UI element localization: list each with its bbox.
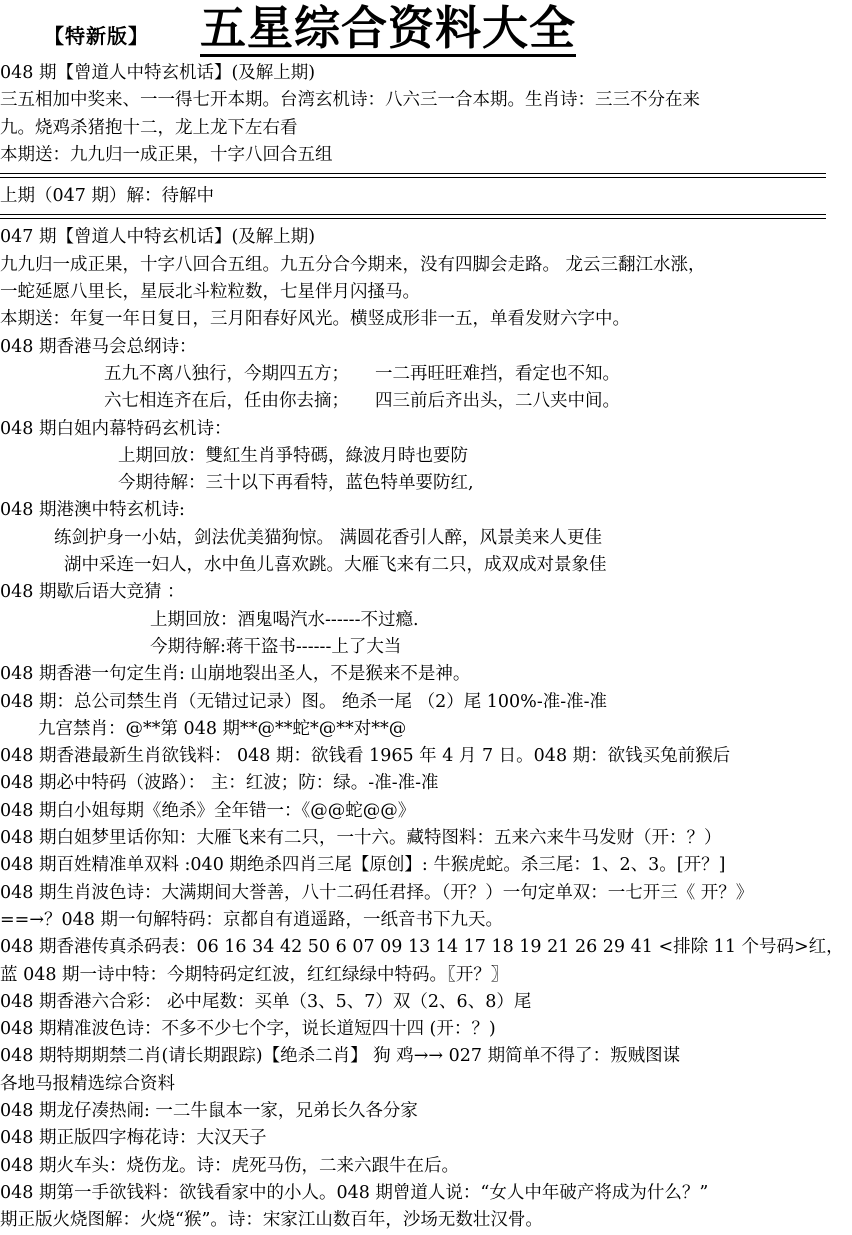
text-line: 各地马报精选综合资料 <box>0 1073 175 1094</box>
poem-line <box>0 361 852 388</box>
text-line: 期正版火烧图解：火烧“猴”。诗：宋家江山数百年，沙场无数壮汉骨。 <box>0 1210 543 1231</box>
section-heading: 048 期港澳中特玄机诗: <box>0 500 185 521</box>
poem-line: 练剑护身一小姑，剑法优美猫狗惊。 满圆花香引人醉，风景美来人更佳 <box>54 527 603 548</box>
text-line: 048 期香港一句定生肖: 山崩地裂出圣人，不是猴来不是神。 <box>0 664 471 685</box>
text-line: 048 期正版四字梅花诗：大汉天子 <box>0 1128 267 1149</box>
double-divider <box>0 169 852 183</box>
text-line: 048 期香港六合彩： 必中尾数：买单（3、5、7）双（2、6、8）尾 <box>0 991 532 1012</box>
section-heading: 048 期【曾道人中特玄机话】(及解上期) <box>0 63 316 83</box>
text-line: 本期送：九九归一成正果，十字八回合五组 <box>0 144 333 165</box>
poem-half: 一二再旺旺难挡，看定也不知。 <box>375 363 620 384</box>
text-line: 上期回放：酒鬼喝汽水------不过瘾. <box>150 609 419 630</box>
poem-half: 六七相连齐在后，任由你去摘； <box>104 391 349 412</box>
text-line: 今期待解:蒋干盗书------上了大当 <box>150 636 402 657</box>
text-line: 048 期火车头：烧伤龙。诗：虎死马伤，二来六跟牛在后。 <box>0 1155 459 1176</box>
section-heading: 048 期香港马会总纲诗： <box>0 336 197 357</box>
section-heading: 047 期【曾道人中特玄机话】(及解上期) <box>0 227 316 248</box>
text-line: 九。烧鸡杀猪抱十二，龙上龙下左右看 <box>0 117 298 138</box>
poem-half: 四三前后齐出头，二八夹中间。 <box>375 391 620 412</box>
text-line: 上期回放：雙紅生肖爭特碼，綠波月時也要防 <box>118 445 468 466</box>
text-line: ==→？048 期一句解特码：京都自有逍遥路，一纸音书下九天。 <box>0 909 503 930</box>
double-divider <box>0 210 852 224</box>
text-line: 九九归一成正果，十字八回合五组。九五分合今期来，没有四脚会走路。 龙云三翻江水涨， <box>0 254 706 275</box>
poem-half: 五九不离八独行，今期四五方； <box>104 363 349 384</box>
text-line: 048 期百姓精准单双料 :040 期绝杀四肖三尾【原创】: 牛猴虎蛇。杀三尾：1、2、3。[开？] <box>0 855 726 876</box>
text-line: 九宫禁肖：@**第 048 期**@**蛇*@**对**@ <box>38 718 407 739</box>
text-line: 048 期精准波色诗：不多不少七个字，说长道短四十四 (开：？) <box>0 1019 496 1040</box>
edition-badge: 【特新版】 <box>44 24 149 48</box>
text-line: 048 期生肖波色诗：大满期间大誉善，八十二码任君择。（开？）一句定单双：一七开三《 开？》 <box>0 882 754 903</box>
text-line: 048 期白姐梦里话你知：大雁飞来有二只，一十六。藏特图料：五来六来牛马发财（开：？） <box>0 828 722 849</box>
section-heading: 048 期白姐内幕特码玄机诗： <box>0 418 232 439</box>
section-heading: 048 期歇后语大竞猜 ： <box>0 582 185 603</box>
poem-line <box>0 388 852 415</box>
text-line: 三五相加中奖来、一一得七开本期。台湾玄机诗：八六三一合本期。生肖诗：三三不分在来 <box>0 90 700 111</box>
text-line: 048 期龙仔凑热闹: 一二牛鼠本一家，兄弟长久各分家 <box>0 1100 418 1121</box>
text-line: 048 期香港传真杀码表：06 16 34 42 50 6 07 09 13 14 17 18 19 21 26 29 41 <排除 11 个号码>红， <box>0 937 844 958</box>
poem-line: 湖中采连一妇人，水中鱼儿喜欢跳。大雁飞来有二只，成双成对景象佳 <box>64 555 607 576</box>
text-line: 048 期白小姐每期《绝杀》全年错一：《@@蛇@@》 <box>0 800 416 821</box>
text-line: 本期送：年复一年日复日，三月阳春好风光。横竖成形非一五，单看发财六字中。 <box>0 309 630 330</box>
text-line: 048 期香港最新生肖欲钱料： 048 期：欲钱看 1965 年 4 月 7 日。048 期：欲钱买兔前猴后 <box>0 746 731 767</box>
text-line: 蓝 048 期一诗中特：今期特码定红波，红红绿绿中特码。〖开？〗 <box>0 964 509 985</box>
text-line: 048 期特期期禁二肖(请长期跟踪)【绝杀二肖】 狗 鸡→→ 027 期简单不得了：叛贼图谋 <box>0 1046 681 1067</box>
text-line: 048 期：总公司禁生肖（无错过记录）图。 绝杀一尾 （2）尾 100%-准-准-准 <box>0 691 608 712</box>
text-line: 048 期第一手欲钱料：欲钱看家中的小人。048 期曾道人说：“女人中年破产将成为什么？” <box>0 1182 709 1203</box>
text-line: 一蛇延愿八里长，星辰北斗粒粒数，七星伴月闪搔马。 <box>0 282 420 303</box>
text-line: 上期（047 期）解：待解中 <box>0 186 214 207</box>
text-line: 今期待解：三十以下再看特，蓝色特单要防红, <box>118 473 474 494</box>
document-body <box>0 60 852 1234</box>
text-line: 048 期必中特码（波路）： 主：红波；防：绿。-准-准-准 <box>0 773 439 794</box>
page-title: 五星综合资料大全 <box>200 1 576 55</box>
